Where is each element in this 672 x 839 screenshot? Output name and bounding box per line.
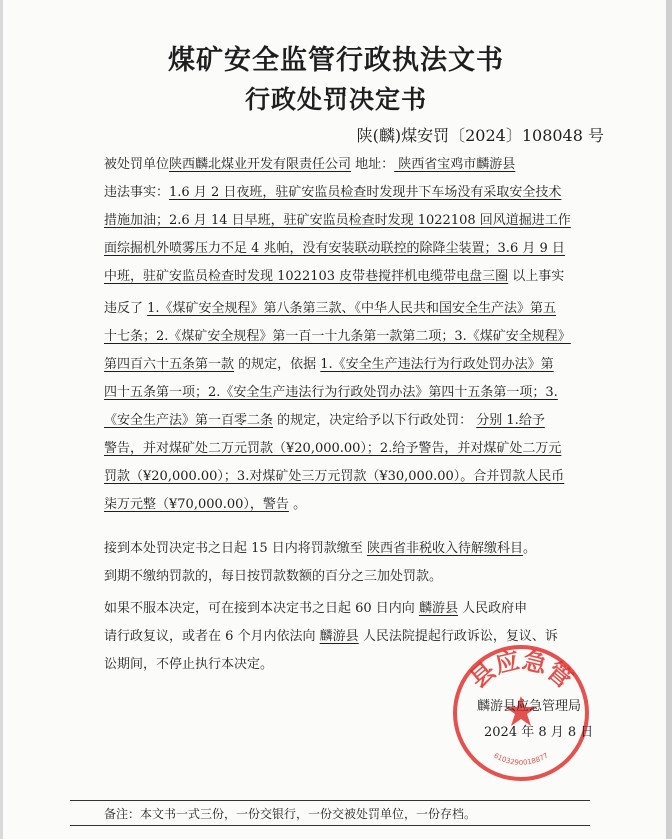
text-segment: 以上事实 (508, 269, 565, 284)
filled-field: 麟游县 (418, 601, 458, 616)
body-line (104, 656, 273, 674)
body-line (104, 540, 536, 558)
page-edge-left (0, 0, 3, 839)
filled-field: 1.6 月 2 日夜班，驻矿安监员检查时发现井下车场没有采取安全技术 (169, 185, 562, 200)
text-segment: 人民法院提起行政诉讼，复议、诉 (358, 629, 558, 644)
filled-field: 陕西麟北煤业开发有限责任公司 (169, 157, 352, 172)
text-segment: 的规定，依据 (234, 357, 321, 372)
text-segment: 。 (522, 541, 536, 556)
text-segment: 如果不服本决定，可在接到本决定书之日起 60 日内向 (104, 601, 419, 616)
body-line (104, 568, 442, 586)
body-line (104, 384, 558, 402)
text-segment: 到期不缴纳罚款的，每日按罚款数额的百分之三加处罚款。 (104, 569, 443, 584)
body-line (104, 184, 561, 202)
body-line (104, 268, 564, 286)
document-subtitle: 行政处罚决定书 (244, 85, 427, 114)
issuing-organization: 麟游县应急管理局 (477, 699, 582, 714)
body-line (104, 412, 545, 430)
svg-text:县应急管 (464, 646, 577, 693)
body-line (104, 328, 571, 346)
page-edge-right (666, 0, 672, 839)
body-line (104, 212, 571, 230)
text-segment: 违法事实： (104, 185, 170, 200)
text-segment: 人民政府申 (457, 601, 528, 616)
text-segment: 。 (288, 497, 307, 512)
filled-field: 十七条；2.《煤矿安全规程》第一百一十九条第一款第二项；3.《煤矿安全规程》 (104, 329, 571, 344)
footer-divider-top (70, 800, 590, 801)
text-segment: 讼期间，不停止执行本决定。 (104, 657, 274, 672)
filled-field: 措施加油；2.6 月 14 日早班，驻矿安监员检查时发现 1022108 回风道掘进工作 (104, 213, 571, 228)
text-segment: 请行政复议，或者在 6 个月内依法向 (104, 629, 320, 644)
body-line (104, 468, 564, 486)
document-number: 陕(麟)煤安罚〔2024〕108048 号 (356, 126, 604, 145)
filled-field: 麟游县 (319, 629, 359, 644)
filled-field: 1.《煤矿安全规程》第八条第三款、《中华人民共和国安全生产法》第五 (147, 301, 557, 316)
filled-field: 分别 1.给予 (476, 413, 545, 428)
filled-field: 罚款（¥20,000.00）；3.对煤矿处三万元罚款（¥30,000.00）。合并罚款人民币 (104, 469, 565, 484)
footer-divider-bottom (70, 825, 590, 826)
body-line (104, 356, 554, 374)
text-segment: 违反了 (104, 301, 148, 316)
text-segment: 地址： (351, 157, 395, 172)
document-title: 煤矿安全监管行政执法文书 (168, 45, 504, 76)
filled-field: 1.《安全生产违法行为行政处罚办法》第 (320, 357, 554, 372)
body-line (104, 300, 556, 318)
seal-text: 县应急管 (464, 646, 578, 694)
filled-field: 面综掘机外喷雾压力不足 4 兆帕，没有安装联动联控的除降尘装置；3.6 月 9 日 (104, 241, 565, 256)
filled-field: 中班，驻矿安监员检查时发现 1022103 皮带巷搅拌机电缆带电盘三圈 (104, 269, 509, 284)
filled-field: 陕西省非税收入待解缴科目 (366, 541, 523, 556)
text-segment: 接到本处罚决定书之日起 15 日内将罚款缴至 (104, 541, 367, 556)
body-line (104, 440, 561, 458)
text-segment: 的规定，决定给予以下行政处罚： (273, 413, 477, 428)
issue-date: 2024 年 8 月 8 日 (484, 725, 594, 740)
filled-field: 柒万元整（¥70,000.00），警告 (104, 497, 289, 512)
body-line (104, 240, 565, 258)
filled-field: 《安全生产法》第一百零二条 (104, 413, 274, 428)
body-line (104, 496, 306, 514)
footer-note: 备注：本文书一式三份，一份交银行，一份交被处罚单位，一份存档。 (104, 807, 477, 821)
text-segment: 被处罚单位 (104, 157, 170, 172)
filled-field: 第四百六十五条第一款 (104, 357, 235, 372)
seal-number: 6103290018877 (492, 751, 550, 767)
svg-text:6103290018877 (492, 752, 549, 767)
filled-field: 四十五条第一项；2.《安全生产违法行为行政处罚办法》第四十五条第一项；3. (104, 385, 558, 400)
body-line (104, 600, 527, 618)
body-line (104, 156, 515, 174)
filled-field: 陕西省宝鸡市麟游县 (394, 157, 516, 172)
filled-field: 警告，并对煤矿处二万元罚款（¥20,000.00）；2.给予警告，并对煤矿处二万元 (104, 441, 562, 456)
